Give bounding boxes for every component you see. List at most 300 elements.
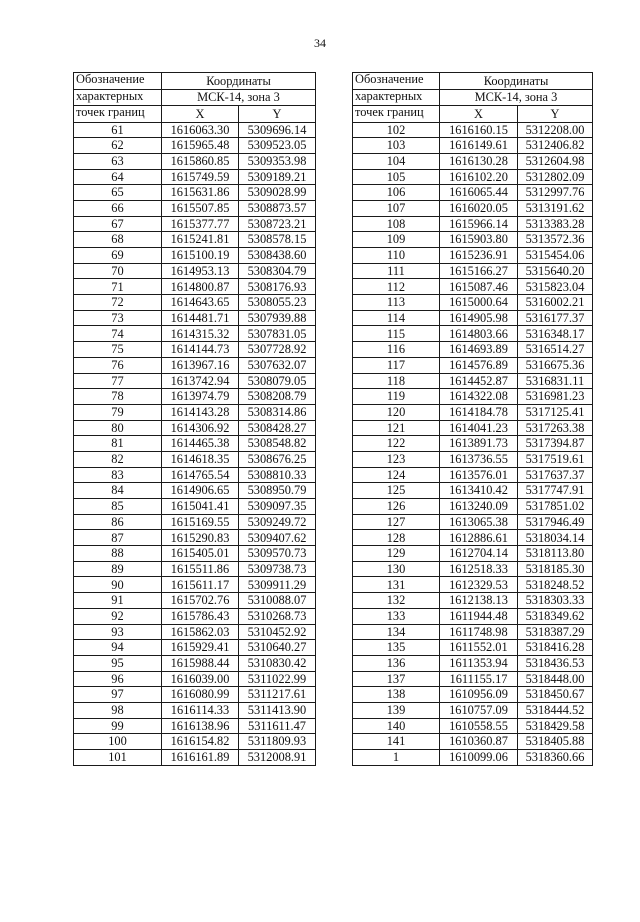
x-coordinate-cell: 1615611.17 [162, 577, 239, 593]
point-id-cell: 75 [74, 342, 162, 358]
point-id-cell: 116 [353, 342, 440, 358]
x-coordinate-cell: 1615166.27 [440, 263, 518, 279]
point-id-cell: 77 [74, 373, 162, 389]
table-row [74, 734, 316, 750]
x-column-header: X [162, 106, 239, 123]
table-row [353, 279, 593, 295]
point-id-cell: 124 [353, 467, 440, 483]
table-row [353, 608, 593, 624]
x-coordinate-cell: 1613891.73 [440, 436, 518, 452]
y-coordinate-cell: 5307728.92 [239, 342, 316, 358]
table-header-row [74, 89, 316, 106]
x-coordinate-cell: 1613410.42 [440, 483, 518, 499]
table-row [353, 122, 593, 138]
point-id-cell: 115 [353, 326, 440, 342]
x-coordinate-cell: 1613736.55 [440, 451, 518, 467]
point-id-cell: 102 [353, 122, 440, 138]
table-row [353, 561, 593, 577]
x-coordinate-cell: 1616130.28 [440, 153, 518, 169]
y-coordinate-cell: 5309570.73 [239, 546, 316, 562]
table-header-row [353, 106, 593, 123]
x-coordinate-cell: 1614803.66 [440, 326, 518, 342]
x-coordinate-cell: 1615965.48 [162, 138, 239, 154]
table-row [353, 467, 593, 483]
y-coordinate-cell: 5308438.60 [239, 248, 316, 264]
x-coordinate-cell: 1614143.28 [162, 404, 239, 420]
table-row [74, 342, 316, 358]
y-column-header: Y [239, 106, 316, 123]
y-coordinate-cell: 5312406.82 [518, 138, 593, 154]
point-id-cell: 78 [74, 389, 162, 405]
point-id-cell: 87 [74, 530, 162, 546]
y-coordinate-cell: 5316348.17 [518, 326, 593, 342]
y-coordinate-cell: 5308304.79 [239, 263, 316, 279]
table-row [353, 671, 593, 687]
table-row [74, 216, 316, 232]
table-row [353, 718, 593, 734]
table-row [353, 530, 593, 546]
table-row [353, 499, 593, 515]
table-row [74, 718, 316, 734]
x-coordinate-cell: 1610099.06 [440, 750, 518, 766]
y-coordinate-cell: 5310452.92 [239, 624, 316, 640]
point-id-cell: 105 [353, 169, 440, 185]
y-coordinate-cell: 5309696.14 [239, 122, 316, 138]
x-coordinate-cell: 1616161.89 [162, 750, 239, 766]
x-coordinate-cell: 1611944.48 [440, 608, 518, 624]
y-coordinate-cell: 5318416.28 [518, 640, 593, 656]
table-row [353, 750, 593, 766]
y-coordinate-cell: 5316981.23 [518, 389, 593, 405]
x-coordinate-cell: 1610956.09 [440, 687, 518, 703]
table-row [353, 153, 593, 169]
point-id-cell: 108 [353, 216, 440, 232]
point-id-cell: 132 [353, 593, 440, 609]
table-row [74, 326, 316, 342]
x-coordinate-cell: 1611353.94 [440, 655, 518, 671]
point-id-cell: 98 [74, 702, 162, 718]
y-coordinate-cell: 5318248.52 [518, 577, 593, 593]
y-coordinate-cell: 5308314.86 [239, 404, 316, 420]
x-coordinate-cell: 1610558.55 [440, 718, 518, 734]
y-coordinate-cell: 5309407.62 [239, 530, 316, 546]
x-coordinate-cell: 1615749.59 [162, 169, 239, 185]
point-id-cell: 66 [74, 200, 162, 216]
table-row [353, 326, 593, 342]
y-coordinate-cell: 5310830.42 [239, 655, 316, 671]
point-id-cell: 63 [74, 153, 162, 169]
x-coordinate-cell: 1614481.71 [162, 310, 239, 326]
point-id-cell: 123 [353, 451, 440, 467]
table-row [74, 530, 316, 546]
y-coordinate-cell: 5318185.30 [518, 561, 593, 577]
x-coordinate-cell: 1616063.30 [162, 122, 239, 138]
y-coordinate-cell: 5309353.98 [239, 153, 316, 169]
y-coordinate-cell: 5316831.11 [518, 373, 593, 389]
designation-header: Обозначение [74, 73, 162, 90]
x-coordinate-cell: 1615929.41 [162, 640, 239, 656]
point-id-cell: 138 [353, 687, 440, 703]
table-row [353, 436, 593, 452]
table-row [74, 248, 316, 264]
table-row [353, 248, 593, 264]
y-coordinate-cell: 5308208.79 [239, 389, 316, 405]
table-header-row [74, 73, 316, 90]
y-coordinate-cell: 5308578.15 [239, 232, 316, 248]
point-id-cell: 112 [353, 279, 440, 295]
point-id-cell: 111 [353, 263, 440, 279]
x-coordinate-cell: 1615169.55 [162, 514, 239, 530]
table-row [74, 750, 316, 766]
y-coordinate-cell: 5308950.79 [239, 483, 316, 499]
x-coordinate-cell: 1614576.89 [440, 357, 518, 373]
table-row [353, 593, 593, 609]
y-coordinate-cell: 5308176.93 [239, 279, 316, 295]
y-coordinate-cell: 5312802.09 [518, 169, 593, 185]
point-id-cell: 137 [353, 671, 440, 687]
y-coordinate-cell: 5317519.61 [518, 451, 593, 467]
table-row [74, 467, 316, 483]
x-coordinate-cell: 1616154.82 [162, 734, 239, 750]
point-id-cell: 106 [353, 185, 440, 201]
table-row [353, 310, 593, 326]
x-coordinate-cell: 1610757.09 [440, 702, 518, 718]
y-coordinate-cell: 5313383.28 [518, 216, 593, 232]
table-row [353, 546, 593, 562]
point-id-cell: 84 [74, 483, 162, 499]
x-coordinate-cell: 1616080.99 [162, 687, 239, 703]
y-coordinate-cell: 5311809.93 [239, 734, 316, 750]
y-coordinate-cell: 5315823.04 [518, 279, 593, 295]
x-coordinate-cell: 1614184.78 [440, 404, 518, 420]
table-row [74, 671, 316, 687]
x-coordinate-cell: 1616039.00 [162, 671, 239, 687]
table-row [353, 263, 593, 279]
y-coordinate-cell: 5318444.52 [518, 702, 593, 718]
y-coordinate-cell: 5309249.72 [239, 514, 316, 530]
x-coordinate-cell: 1615511.86 [162, 561, 239, 577]
x-coordinate-cell: 1615041.41 [162, 499, 239, 515]
point-id-cell: 83 [74, 467, 162, 483]
y-coordinate-cell: 5308428.27 [239, 420, 316, 436]
x-coordinate-cell: 1613065.38 [440, 514, 518, 530]
table-row [74, 687, 316, 703]
table-row [353, 389, 593, 405]
x-coordinate-cell: 1614322.08 [440, 389, 518, 405]
table-row [74, 593, 316, 609]
point-id-cell: 81 [74, 436, 162, 452]
x-coordinate-cell: 1614144.73 [162, 342, 239, 358]
x-coordinate-cell: 1611155.17 [440, 671, 518, 687]
table-row [74, 655, 316, 671]
x-coordinate-cell: 1615290.83 [162, 530, 239, 546]
x-coordinate-cell: 1614905.98 [440, 310, 518, 326]
point-id-cell: 136 [353, 655, 440, 671]
point-id-cell: 135 [353, 640, 440, 656]
table-row [353, 514, 593, 530]
y-coordinate-cell: 5318450.67 [518, 687, 593, 703]
table-row [74, 608, 316, 624]
point-id-cell: 118 [353, 373, 440, 389]
y-coordinate-cell: 5309523.05 [239, 138, 316, 154]
y-coordinate-cell: 5312008.91 [239, 750, 316, 766]
point-id-cell: 95 [74, 655, 162, 671]
y-coordinate-cell: 5317946.49 [518, 514, 593, 530]
y-coordinate-cell: 5309189.21 [239, 169, 316, 185]
y-coordinate-cell: 5317637.37 [518, 467, 593, 483]
table-row [74, 310, 316, 326]
table-header-row [353, 89, 593, 106]
x-coordinate-cell: 1614800.87 [162, 279, 239, 295]
x-column-header: X [440, 106, 518, 123]
x-coordinate-cell: 1615966.14 [440, 216, 518, 232]
y-coordinate-cell: 5313572.36 [518, 232, 593, 248]
table-row [74, 624, 316, 640]
x-coordinate-cell: 1612886.61 [440, 530, 518, 546]
x-coordinate-cell: 1615087.46 [440, 279, 518, 295]
point-id-cell: 80 [74, 420, 162, 436]
coordinate-system-header: МСК-14, зона 3 [440, 89, 593, 106]
table-row [353, 655, 593, 671]
table-row [353, 451, 593, 467]
point-id-cell: 131 [353, 577, 440, 593]
table-row [353, 624, 593, 640]
table-row [74, 279, 316, 295]
y-coordinate-cell: 5312208.00 [518, 122, 593, 138]
x-coordinate-cell: 1614465.38 [162, 436, 239, 452]
y-coordinate-cell: 5318303.33 [518, 593, 593, 609]
table-row [353, 404, 593, 420]
x-coordinate-cell: 1615862.03 [162, 624, 239, 640]
x-coordinate-cell: 1615241.81 [162, 232, 239, 248]
y-coordinate-cell: 5317263.38 [518, 420, 593, 436]
x-coordinate-cell: 1613576.01 [440, 467, 518, 483]
y-coordinate-cell: 5309738.73 [239, 561, 316, 577]
point-id-cell: 128 [353, 530, 440, 546]
x-coordinate-cell: 1615988.44 [162, 655, 239, 671]
y-coordinate-cell: 5318448.00 [518, 671, 593, 687]
point-id-cell: 127 [353, 514, 440, 530]
y-coordinate-cell: 5312997.76 [518, 185, 593, 201]
x-coordinate-cell: 1613240.09 [440, 499, 518, 515]
point-id-cell: 69 [74, 248, 162, 264]
y-coordinate-cell: 5307632.07 [239, 357, 316, 373]
x-coordinate-cell: 1610360.87 [440, 734, 518, 750]
y-coordinate-cell: 5317747.91 [518, 483, 593, 499]
x-coordinate-cell: 1613967.16 [162, 357, 239, 373]
y-coordinate-cell: 5311611.47 [239, 718, 316, 734]
y-coordinate-cell: 5317125.41 [518, 404, 593, 420]
point-id-cell: 140 [353, 718, 440, 734]
coordinate-system-header: МСК-14, зона 3 [162, 89, 316, 106]
table-row [353, 483, 593, 499]
table-row [353, 138, 593, 154]
point-id-cell: 119 [353, 389, 440, 405]
x-coordinate-cell: 1615405.01 [162, 546, 239, 562]
point-id-cell: 133 [353, 608, 440, 624]
x-coordinate-cell: 1615100.19 [162, 248, 239, 264]
point-id-cell: 110 [353, 248, 440, 264]
x-coordinate-cell: 1616065.44 [440, 185, 518, 201]
x-coordinate-cell: 1611748.98 [440, 624, 518, 640]
y-coordinate-cell: 5318034.14 [518, 530, 593, 546]
y-coordinate-cell: 5308079.05 [239, 373, 316, 389]
table-header-row [74, 106, 316, 123]
point-id-cell: 72 [74, 295, 162, 311]
x-coordinate-cell: 1614315.32 [162, 326, 239, 342]
point-id-cell: 64 [74, 169, 162, 185]
x-coordinate-cell: 1614452.87 [440, 373, 518, 389]
y-coordinate-cell: 5312604.98 [518, 153, 593, 169]
point-id-cell: 1 [353, 750, 440, 766]
point-id-cell: 94 [74, 640, 162, 656]
x-coordinate-cell: 1612704.14 [440, 546, 518, 562]
table-row [353, 185, 593, 201]
coordinates-table-left [73, 72, 316, 766]
x-coordinate-cell: 1615860.85 [162, 153, 239, 169]
y-coordinate-cell: 5318113.80 [518, 546, 593, 562]
point-id-cell: 89 [74, 561, 162, 577]
table-row [353, 640, 593, 656]
x-coordinate-cell: 1616138.96 [162, 718, 239, 734]
y-coordinate-cell: 5311413.90 [239, 702, 316, 718]
y-coordinate-cell: 5318405.88 [518, 734, 593, 750]
point-id-cell: 82 [74, 451, 162, 467]
x-coordinate-cell: 1615702.76 [162, 593, 239, 609]
point-id-cell: 79 [74, 404, 162, 420]
table-row [353, 420, 593, 436]
point-id-cell: 97 [74, 687, 162, 703]
point-id-cell: 88 [74, 546, 162, 562]
point-id-cell: 141 [353, 734, 440, 750]
x-coordinate-cell: 1614765.54 [162, 467, 239, 483]
y-coordinate-cell: 5318436.53 [518, 655, 593, 671]
y-coordinate-cell: 5316177.37 [518, 310, 593, 326]
table-row [74, 138, 316, 154]
table-row [74, 263, 316, 279]
table-row [74, 577, 316, 593]
y-coordinate-cell: 5308055.23 [239, 295, 316, 311]
point-id-cell: 122 [353, 436, 440, 452]
y-coordinate-cell: 5308810.33 [239, 467, 316, 483]
point-id-cell: 101 [74, 750, 162, 766]
y-coordinate-cell: 5308548.82 [239, 436, 316, 452]
y-coordinate-cell: 5307939.88 [239, 310, 316, 326]
x-coordinate-cell: 1616114.33 [162, 702, 239, 718]
table-row [74, 357, 316, 373]
table-row [74, 640, 316, 656]
table-row [353, 295, 593, 311]
point-id-cell: 126 [353, 499, 440, 515]
x-coordinate-cell: 1614306.92 [162, 420, 239, 436]
y-column-header: Y [518, 106, 593, 123]
table-row [74, 451, 316, 467]
y-coordinate-cell: 5315640.20 [518, 263, 593, 279]
table-row [74, 546, 316, 562]
designation-header: характерных [353, 89, 440, 106]
table-row [74, 483, 316, 499]
y-coordinate-cell: 5315454.06 [518, 248, 593, 264]
table-header-row [353, 73, 593, 90]
point-id-cell: 99 [74, 718, 162, 734]
y-coordinate-cell: 5310640.27 [239, 640, 316, 656]
table-row [74, 169, 316, 185]
table-row [74, 702, 316, 718]
point-id-cell: 73 [74, 310, 162, 326]
table-row [353, 373, 593, 389]
point-id-cell: 134 [353, 624, 440, 640]
table-row [74, 561, 316, 577]
y-coordinate-cell: 5309911.29 [239, 577, 316, 593]
table-row [74, 436, 316, 452]
table-row [74, 185, 316, 201]
y-coordinate-cell: 5308873.57 [239, 200, 316, 216]
coordinates-header: Координаты [440, 73, 593, 90]
point-id-cell: 120 [353, 404, 440, 420]
table-row [353, 216, 593, 232]
x-coordinate-cell: 1611552.01 [440, 640, 518, 656]
x-coordinate-cell: 1612518.33 [440, 561, 518, 577]
table-row [74, 499, 316, 515]
y-coordinate-cell: 5311022.99 [239, 671, 316, 687]
point-id-cell: 104 [353, 153, 440, 169]
x-coordinate-cell: 1614643.65 [162, 295, 239, 311]
y-coordinate-cell: 5316514.27 [518, 342, 593, 358]
x-coordinate-cell: 1615903.80 [440, 232, 518, 248]
table-row [74, 389, 316, 405]
y-coordinate-cell: 5309028.99 [239, 185, 316, 201]
point-id-cell: 67 [74, 216, 162, 232]
point-id-cell: 62 [74, 138, 162, 154]
point-id-cell: 114 [353, 310, 440, 326]
point-id-cell: 139 [353, 702, 440, 718]
table-row [74, 373, 316, 389]
table-row [74, 404, 316, 420]
y-coordinate-cell: 5317394.87 [518, 436, 593, 452]
table-row [353, 169, 593, 185]
x-coordinate-cell: 1612329.53 [440, 577, 518, 593]
table-row [74, 200, 316, 216]
table-row [353, 357, 593, 373]
x-coordinate-cell: 1615236.91 [440, 248, 518, 264]
y-coordinate-cell: 5318387.29 [518, 624, 593, 640]
point-id-cell: 70 [74, 263, 162, 279]
x-coordinate-cell: 1616020.05 [440, 200, 518, 216]
point-id-cell: 107 [353, 200, 440, 216]
x-coordinate-cell: 1615631.86 [162, 185, 239, 201]
y-coordinate-cell: 5318429.58 [518, 718, 593, 734]
table-row [74, 232, 316, 248]
x-coordinate-cell: 1616149.61 [440, 138, 518, 154]
y-coordinate-cell: 5316675.36 [518, 357, 593, 373]
table-row [74, 295, 316, 311]
point-id-cell: 103 [353, 138, 440, 154]
point-id-cell: 113 [353, 295, 440, 311]
y-coordinate-cell: 5318360.66 [518, 750, 593, 766]
point-id-cell: 85 [74, 499, 162, 515]
point-id-cell: 92 [74, 608, 162, 624]
table-row [353, 200, 593, 216]
point-id-cell: 71 [74, 279, 162, 295]
table-row [353, 687, 593, 703]
point-id-cell: 96 [74, 671, 162, 687]
point-id-cell: 130 [353, 561, 440, 577]
point-id-cell: 117 [353, 357, 440, 373]
x-coordinate-cell: 1614693.89 [440, 342, 518, 358]
x-coordinate-cell: 1614953.13 [162, 263, 239, 279]
x-coordinate-cell: 1614041.23 [440, 420, 518, 436]
x-coordinate-cell: 1614906.65 [162, 483, 239, 499]
